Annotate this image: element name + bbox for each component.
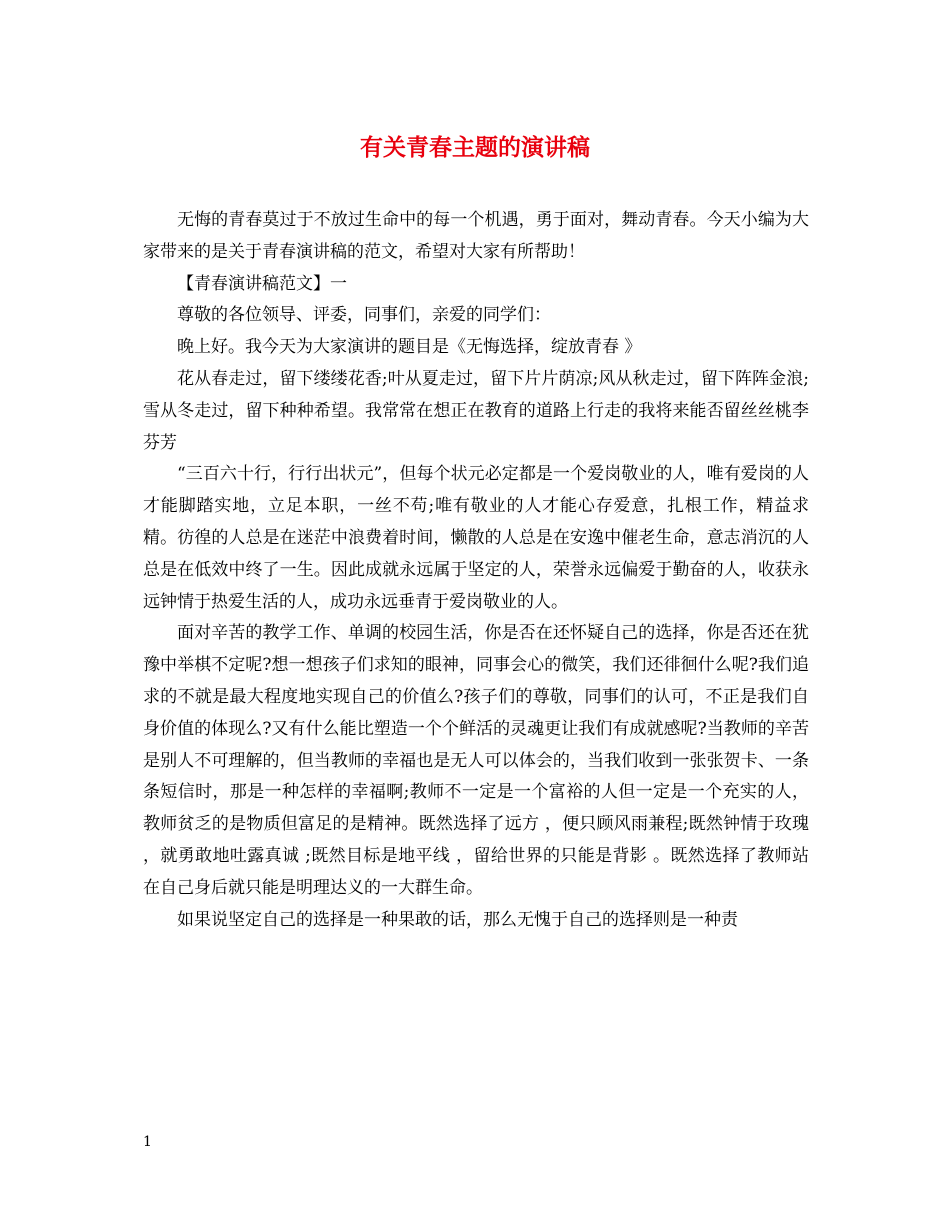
paragraph-teaching: 面对辛苦的教学工作、单调的校园生活，你是否在还怀疑自己的选择，你是否还在犹豫中举棋不定呢?想一想孩子们求知的眼神，同事会心的微笑，我们还徘徊什么呢?我们追求的不就是最大程度地实现自己的价值么?孩子们的尊敬，同事们的认可，不正是我们自身价值的体现么?又有什么能比塑造一个个鲜活的灵魂更让我们有成就感呢?当教师的辛苦是别人不可理解的，但当教师的幸福也是无人可以体会的，当我们收到一张张贺卡、一条条短信时，那是一种怎样的幸福啊;教师不一定是一个富裕的人但一定是一个充实的人，教师贫乏的是物质但富足的是精神。既然选择了远方 ，便只顾风雨兼程;既然钟情于玫瑰 ，就勇敢地吐露真诚 ;既然目标是地平线 ，留给世界的只能是背影 。既然选择了教师站在自己身后就只能是明理达义的一大群生命。 [143,623,809,898]
document-title: 有关青春主题的演讲稿 [360,134,590,161]
paragraph-section-heading: 【青春演讲稿范文】一 [177,273,347,294]
paragraph-salutation: 尊敬的各位领导、评委，同事们，亲爱的同学们： [177,305,551,326]
paragraph-greeting: 晚上好。我今天为大家演讲的题目是《无悔选择，绽放青春 》 [177,337,642,358]
page-number: 1 [143,1134,152,1150]
paragraph-intro: 无悔的青春莫过于不放过生命中的每一个机遇，勇于面对，舞动青春。今天小编为大家带来的是关于青春演讲稿的范文，希望对大家有所帮助！ [143,210,809,262]
paragraph-dedication: “三百六十行，行行出状元”，但每个状元必定都是一个爱岗敬业的人，唯有爱岗的人才能脚踏实地，立足本职，一丝不苟;唯有敬业的人才能心存爱意，扎根工作，精益求精。彷徨的人总是在迷茫中浪费着时间，懒散的人总是在安逸中催老生命，意志消沉的人总是在低效中终了一生。因此成就永远属于坚定的人，荣誉永远偏爱于勤奋的人，收获永远钟情于热爱生活的人，成功永远垂青于爱岗敬业的人。 [143,464,809,612]
document-body [143,205,809,936]
paragraph-seasons: 花从春走过，留下缕缕花香;叶从夏走过，留下片片荫凉;风从秋走过，留下阵阵金浪;雪从冬走过，留下种种希望。我常常在想正在教育的道路上行走的我将来能否留丝丝桃李芬芳 [143,368,809,453]
paragraph-choice: 如果说坚定自己的选择是一种果敢的话，那么无愧于自己的选择则是一种责 [177,909,738,930]
